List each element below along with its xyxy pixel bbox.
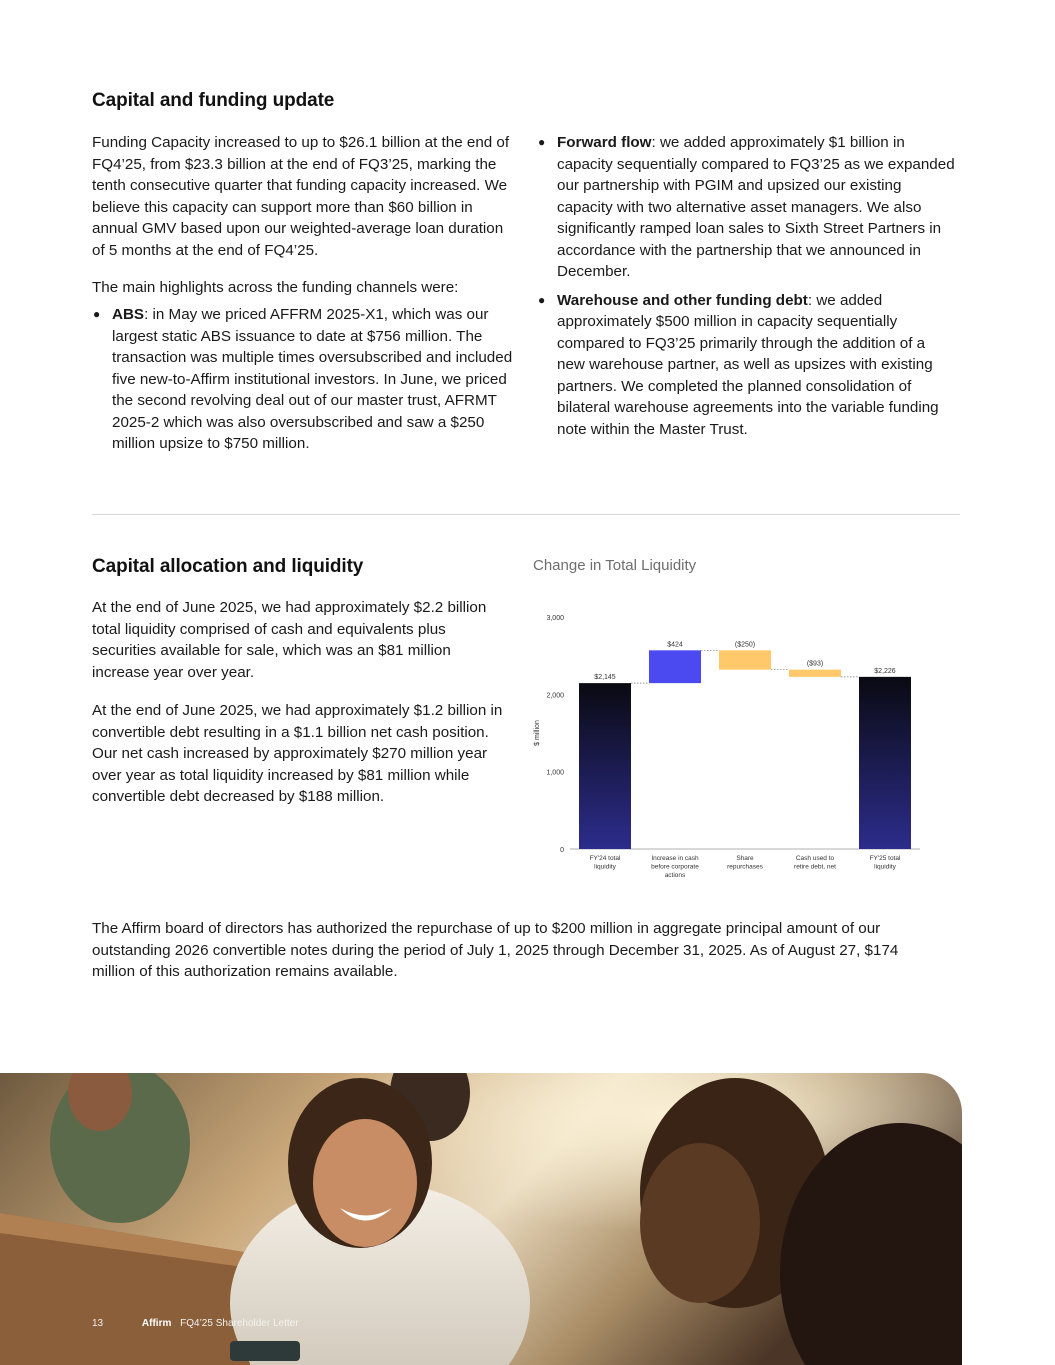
y-tick-label: 0 [560, 847, 564, 854]
bar-4 [859, 677, 911, 849]
x-tick-label: FY'25 total [869, 855, 901, 862]
liquidity-paragraph-1: At the end of June 2025, we had approximately $2.2 billion total liquidity comprised of cash and equivalents plus securities available for sale, which was an $81 million increase year over year. [92, 599, 487, 681]
data-label: $2,145 [594, 674, 616, 682]
y-axis-label: $ million [534, 720, 541, 746]
bullet-term: Warehouse and other funding debt [557, 291, 808, 309]
chart-title: Change in Total Liquidity [533, 557, 697, 574]
x-tick-label: before corporate [651, 863, 699, 871]
funding-intro-paragraph: Funding Capacity increased to up to $26.1 billion at the end of FQ4’25, from $23.3 billion at the end of FQ3’25, marking the tenth consecutive quarter that funding capacity increased. We believe this capacity can support more than $60 billion in annual GMV based upon our weighted-average loan duration of 5 months at the end of FQ4’25. [92, 134, 510, 259]
liquidity-waterfall-chart [520, 600, 940, 890]
bullet-list-right [537, 132, 957, 447]
bullet-warehouse [537, 290, 957, 441]
bullet-term: ABS [112, 306, 145, 323]
x-tick-label: repurchases [727, 863, 763, 871]
bullet-abs [92, 304, 516, 455]
y-tick-label: 1,000 [546, 769, 564, 777]
brand-name: Affirm [141, 1318, 172, 1329]
page-footer [92, 1318, 305, 1329]
x-tick-label: liquidity [874, 863, 896, 871]
liquidity-paragraph-2: At the end of June 2025, we had approximately $1.2 billion in convertible debt resulting in a $1.1 billion net cash position. Our net cash increased by approximately $270 million year over year as total liquidity increased by $81 million while convertible debt decreased by $188 million. [92, 702, 503, 805]
bullet-text: : in May we priced AFFRM 2025-X1, which was our largest static ABS issuance to date at $756 million. The transaction was multiple times oversubscribed and included five new-to-Affirm institutional investors. In June, we priced the second revolving deal out of our master trust, AFRMT 2025-2 which was also oversubscribed and saw a $250 million upsize to $750 million. [112, 306, 513, 452]
section-divider [92, 514, 960, 515]
x-tick-label: Increase in cash [651, 855, 699, 862]
bullet-text: : we added approximately $1 billion in capacity sequentially compared to FQ3’25 as we expanded our partnership with PGIM and upsized our existing capacity with two alternative asset managers. We also significantly ramped loan sales to Sixth Street Partners in accordance with the partnership that we announced in December. [557, 134, 955, 280]
bullet-list-left [92, 304, 516, 462]
x-tick-label: actions [664, 872, 686, 879]
data-label: ($93) [806, 660, 824, 668]
section-heading-funding: Capital and funding update [92, 90, 335, 111]
x-tick-label: Share [736, 855, 754, 862]
highlights-intro: The main highlights across the funding channels were: [92, 279, 459, 296]
y-tick-label: 3,000 [546, 615, 564, 622]
section-heading-liquidity: Capital allocation and liquidity [92, 556, 364, 577]
bar-0 [579, 683, 631, 849]
data-label: $2,226 [874, 667, 896, 675]
data-label: ($250) [734, 641, 756, 649]
document-title: FQ4’25 Shareholder Letter [180, 1318, 299, 1329]
repurchase-paragraph: The Affirm board of directors has authorized the repurchase of up to $200 million in aggregate principal amount of our outstanding 2026 convertible notes during the period of July 1, 2025 through December 31, 2025. As of August 27, $174 million of this authorization remains available. [92, 920, 899, 980]
x-tick-label: liquidity [594, 863, 616, 871]
bullet-text: : we added approximately $500 million in capacity sequentially compared to FQ3’25 primarily through the addition of a new warehouse partner, as well as upsizes with existing partners. We completed the planned consolidation of bilateral warehouse agreements into the variable funding note within the Master Trust. [557, 291, 939, 438]
page-number: 13 [92, 1318, 104, 1329]
x-tick-label: retire debt, net [794, 863, 836, 871]
bullet-forward-flow [537, 132, 957, 283]
data-label: $424 [667, 641, 683, 649]
bar-1 [649, 650, 701, 683]
bullet-term: Forward flow [557, 134, 652, 151]
bar-2 [719, 650, 771, 669]
bar-3 [789, 670, 841, 677]
x-tick-label: FY'24 total [589, 855, 621, 862]
y-tick-label: 2,000 [546, 692, 564, 700]
x-tick-label: Cash used to [795, 855, 835, 862]
